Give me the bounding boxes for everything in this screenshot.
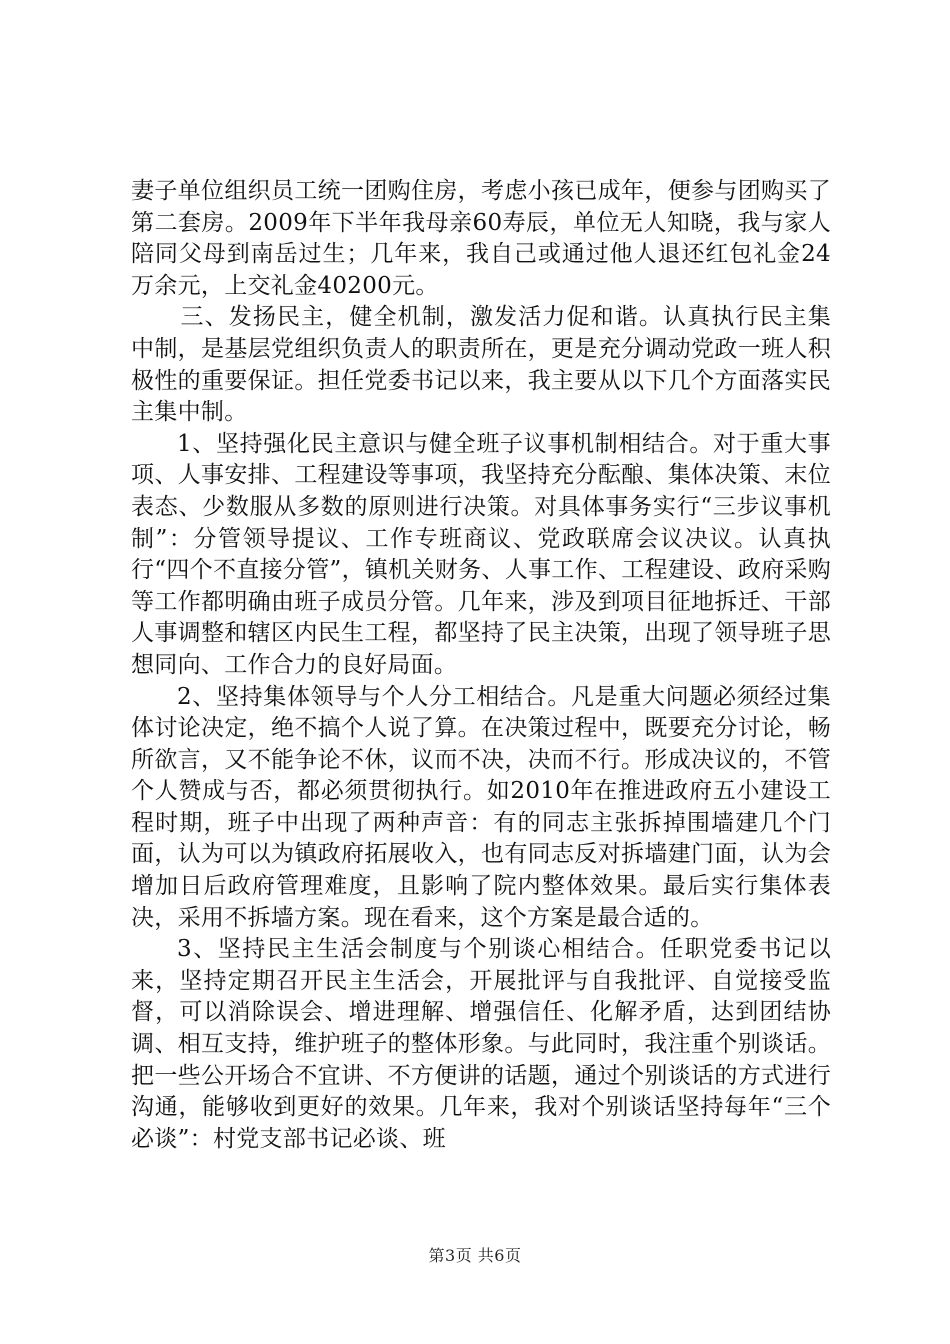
paragraph-item-three: 3、坚持民主生活会制度与个别谈心相结合。任职党委书记以来，坚持定期召开民主生活会，开展批评与自我批评、自觉接受监督，可以消除误会、增进理解、增强信任、化解矛盾，达到团结协调、相互支持，维护班子的整体形象。与此同时，我注重个别谈话。把一些公开场合不宜讲、不方便讲的话题，通过个别谈话的方式进行沟通，能够收到更好的效果。几年来，我对个别谈话坚持每年“三个必谈”：村党支部书记必谈、班 [131,936,831,1152]
paragraph-item-one: 1、坚持强化民主意识与健全班子议事机制相结合。对于重大事项、人事安排、工程建设等事项，我坚持充分酝酿、集体决策、末位表态、少数服从多数的原则进行决策。对具体事务实行“三步议事机制”：分管领导提议、工作专班商议、党政联席会议决议。认真执行“四个不直接分管”，镇机关财务、人事工作、工程建设、政府采购等工作都明确由班子成员分管。几年来，涉及到项目征地拆迁、干部人事调整和辖区内民生工程，都坚持了民主决策，出现了领导班子思想同向、工作合力的良好局面。 [131,430,831,678]
paragraph-continuation: 妻子单位组织员工统一团购住房，考虑小孩已成年，便参与团购买了第二套房。2009年下半年我母亲60寿辰，单位无人知晓，我与家人陪同父母到南岳过生；几年来，我自己或通过他人退还红包礼金24万余元，上交礼金40200元。 [131,178,831,299]
paragraph-section-three: 三、发扬民主，健全机制，激发活力促和谐。认真执行民主集中制，是基层党组织负责人的职责所在，更是充分调动党政一班人积极性的重要保证。担任党委书记以来，我主要从以下几个方面落实民主集中制。 [131,304,831,426]
paragraph-item-two: 2、坚持集体领导与个人分工相结合。凡是重大问题必须经过集体讨论决定，绝不搞个人说了算。在决策过程中，既要充分讨论，畅所欲言，又不能争论不休，议而不决，决而不行。形成决议的，不管个人赞成与否，都必须贯彻执行。如2010年在推进政府五小建设工程时期，班子中出现了两种声音：有的同志主张拆掉围墙建几个门面，认为可以为镇政府拓展收入，也有同志反对拆墙建门面，认为会增加日后政府管理难度，且影响了院内整体效果。最后实行集体表决，采用不拆墙方案。现在看来，这个方案是最合适的。 [131,683,831,931]
page-footer: 第3页 共6页 [428,1246,522,1265]
document-body [131,176,831,1155]
